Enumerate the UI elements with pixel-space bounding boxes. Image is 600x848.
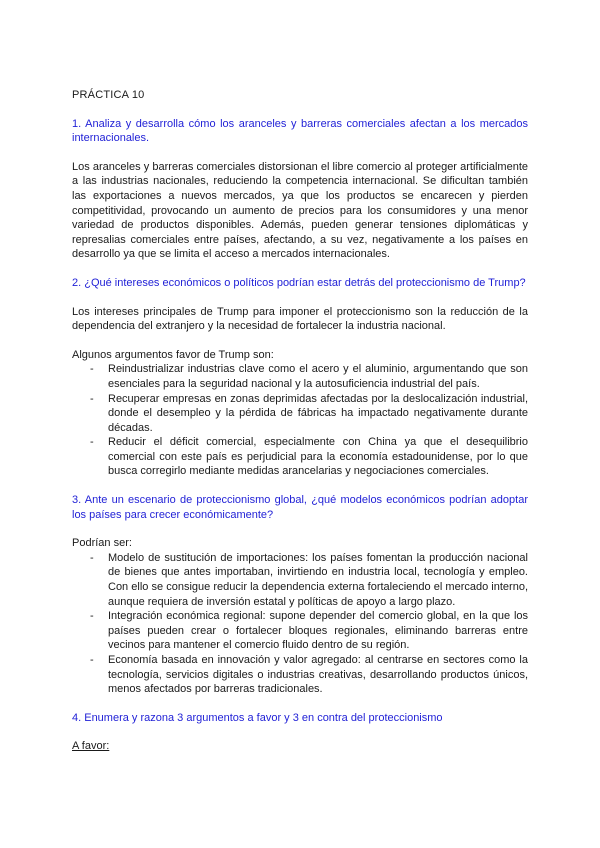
in-favor-heading: A favor: (72, 740, 110, 753)
bullet-dash: - (90, 436, 94, 449)
answer-1-paragraph: Los aranceles y barreras comerciales distorsionan el libre comercio al proteger artificialmente a las industrias nacionales, reduciendo la competencia internacional. Se dificultan también las exportaciones a nuevos mercados, ya que los productos se encarecen y pierden competitividad, provocando un aumento de precios para los consumidores y una menor variedad de productos disponibles. Además, pueden generar tensiones diplomáticas y represalias comerciales entre países, afectando, a su vez, negativamente a los países en desarrollo ya que se limita el acceso a mercados internacionales. (72, 160, 528, 261)
list-item-text: Reindustrializar industrias clave como el acero y el aluminio, argumentando que son esenciales para la seguridad nacional y la autosuficiencia industrial del país. (108, 363, 528, 390)
list-item (72, 435, 528, 479)
document-page (72, 88, 528, 754)
list-item-text: Integración económica regional: supone depender del comercio global, en la que los países pueden crear o fortalecer bloques regionales, eliminando barreras entre vecinos para mantener el comercio fluido dentro de su región. (108, 610, 528, 652)
list-item (72, 392, 528, 436)
bullet-dash: - (90, 363, 94, 376)
bullet-dash: - (90, 610, 94, 623)
answer-2-list (72, 362, 528, 479)
question-2: 2. ¿Qué intereses económicos o políticos podrían estar detrás del proteccionismo de Trump? (72, 276, 526, 289)
list-item (72, 362, 528, 391)
question-1: 1. Analiza y desarrolla cómo los aranceles y barreras comerciales afectan a los mercados internacionales. (72, 117, 528, 145)
document-title: PRÁCTICA 10 (72, 89, 145, 101)
answer-3-list (72, 551, 528, 697)
bullet-dash: - (90, 392, 94, 405)
list-item (72, 609, 528, 653)
answer-3-intro: Podrían ser: (72, 537, 132, 550)
question-4: 4. Enumera y razona 3 argumentos a favor y 3 en contra del proteccionismo (72, 711, 443, 724)
list-item (72, 653, 528, 697)
list-item-text: Recuperar empresas en zonas deprimidas afectadas por la deslocalización industrial, donde el desempleo y la pérdida de fábricas ha impactado negativamente durante décadas. (108, 392, 528, 434)
bullet-dash: - (90, 551, 94, 564)
list-item (72, 551, 528, 609)
bullet-dash: - (90, 654, 94, 666)
list-item-text: Modelo de sustitución de importaciones: los países fomentan la producción nacional de bienes que antes importaban, invirtiendo en industria local, tecnología y empleo. Con ello se consigue reducir la dependencia externa fortaleciendo el mercado interno, aunque requiera de inversión estatal y políticas de apoyo a largo plazo. (108, 551, 528, 608)
list-item-text: Economía basada en innovación y valor agregado: al centrarse en sectores como la tecnología, servicios digitales o industrias creativas, desarrollando productos únicos, menos afectados por barreras tradicionales. (108, 654, 528, 696)
answer-2-intro: Algunos argumentos favor de Trump son: (72, 348, 274, 361)
list-item-text: Reducir el déficit comercial, especialmente con China ya que el desequilibrio comercial con este país es perjudicial para la economía estadounidense, por lo que busca corregirlo mediante medidas arancelarias y negociaciones comerciales. (108, 436, 528, 478)
answer-2-paragraph: Los intereses principales de Trump para imponer el proteccionismo son la reducción de la dependencia del extranjero y la necesidad de fortalecer la industria nacional. (72, 305, 528, 333)
question-3: 3. Ante un escenario de proteccionismo global, ¿qué modelos económicos podrían adoptar los países para crecer económicamente? (72, 494, 528, 521)
